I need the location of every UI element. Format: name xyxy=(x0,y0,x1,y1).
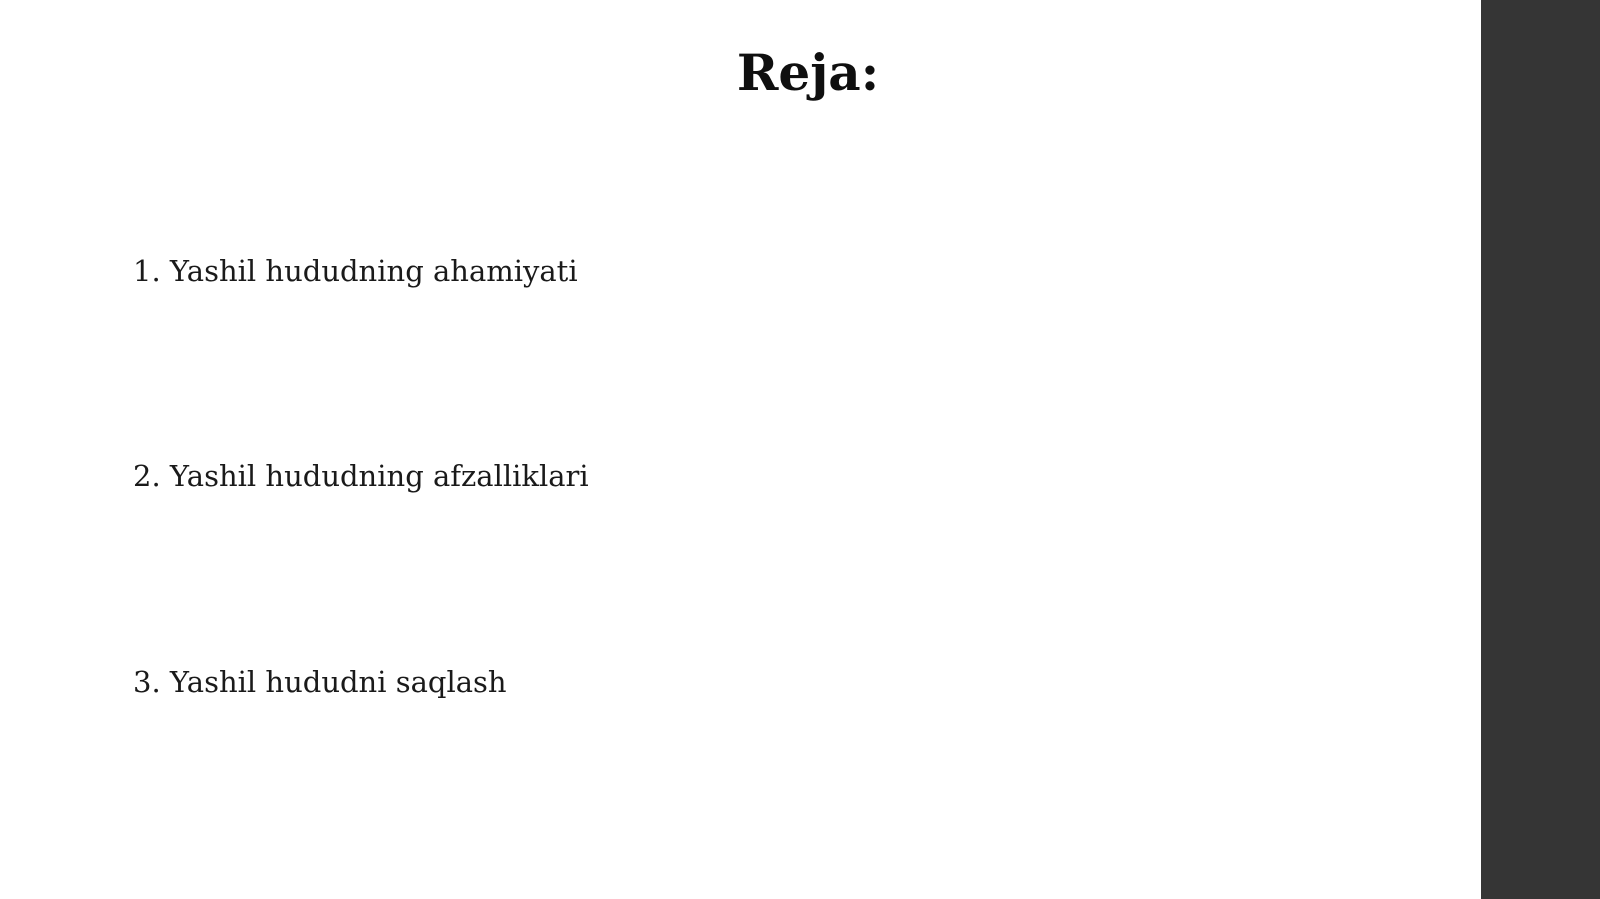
plan-item xyxy=(133,456,589,496)
plan-item-number: 3. xyxy=(133,665,161,699)
slide-title: Reja: xyxy=(736,43,880,102)
plan-item-number: 2. xyxy=(133,459,161,493)
plan-item-text: Yashil hududning afzalliklari xyxy=(169,459,589,493)
plan-item-text: Yashil hududning ahamiyati xyxy=(169,254,578,288)
plan-item xyxy=(133,251,578,291)
side-panel xyxy=(1481,0,1600,899)
plan-item-number: 1. xyxy=(133,254,161,288)
plan-item xyxy=(133,662,507,702)
plan-item-text: Yashil hududni saqlash xyxy=(169,665,507,699)
